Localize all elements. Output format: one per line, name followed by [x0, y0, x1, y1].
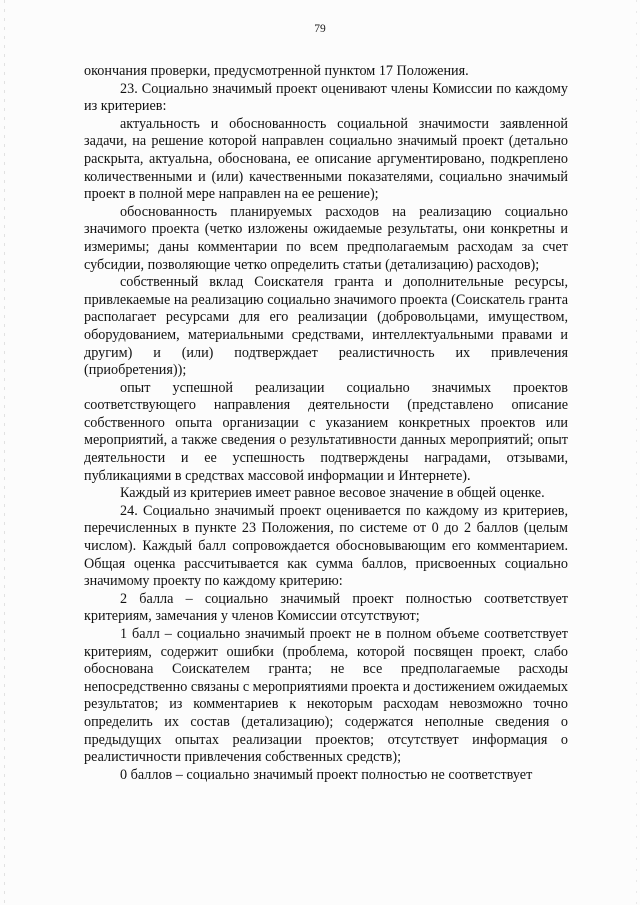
paragraph-criterion-own-contribution: собственный вклад Соискателя гранта и дополнительные ресурсы, привлекаемые на реализацию социально значимого проекта (Соискатель гранта располагает ресурсами для его реализации (добровольцами, имуществом, оборудованием, материальными средствами, интеллектуальными правами и другим) и (или) подтверждает реалистичность их привлечения (приобретения)); [84, 274, 568, 379]
paragraph-clause-24: 24. Социально значимый проект оценивается по каждому из критериев, перечисленных в пункте 23 Положения, по системе от 0 до 2 баллов (целым числом). Каждый балл сопровождается обосновывающим его комментарием. Общая оценка рассчитывается как сумма баллов, присвоенных социально значимому проекту по каждому критерию: [84, 502, 568, 590]
paragraph-criterion-relevance: актуальность и обоснованность социальной значимости заявленной задачи, на решение которой направлен социально значимый проект (детально раскрыта, актуальна, обоснована, ее описание аргументировано, подкреплено количественными и (или) качественными показателями, социально значимый проект в полной мере направлен на ее решение); [84, 115, 568, 203]
paragraph-clause-23: 23. Социально значимый проект оценивают члены Комиссии по каждому из критериев: [84, 80, 568, 115]
page-number: 79 [314, 23, 326, 35]
body-text [84, 63, 568, 784]
paragraph-criterion-expenses: обоснованность планируемых расходов на реализацию социально значимого проекта (четко изложены ожидаемые результаты, они конкретны и измеримы; даны комментарии по всем предполагаемым расходам за счет субсидии, позволяющие четко определить статьи (детализацию) расходов); [84, 203, 568, 273]
paragraph-score-1: 1 балл – социально значимый проект не в полном объеме соответствует критериям, содержит ошибки (проблема, которой посвящен проект, слабо обоснована Соискателем гранта; не все предполагаемые расходы непосредственно связаны с мероприятиями проекта и достижением ожидаемых результатов; из комментариев к некоторым расходам невозможно точно определить их состав (детализацию); содержатся неполные сведения о предыдущих опытах реализации проектов; отсутствует информация о реалистичности привлечения собственных средств); [84, 626, 568, 766]
paragraph-equal-weight: Каждый из критериев имеет равное весовое значение в общей оценке. [120, 485, 545, 502]
scan-edge-right [636, 0, 637, 905]
paragraph-continuation: окончания проверки, предусмотренной пунктом 17 Положения. [84, 63, 469, 79]
paragraph-score-2: 2 балла – социально значимый проект полностью соответствует критериям, замечания у членов Комиссии отсутствуют; [84, 590, 568, 625]
scan-edge-left [4, 0, 5, 905]
paragraph-score-0: 0 баллов – социально значимый проект полностью не соответствует [120, 766, 533, 783]
paragraph-criterion-experience: опыт успешной реализации социально значимых проектов соответствующего направления деятельности (представлено описание собственного опыта организации с указанием конкретных проектов или мероприятий, а также сведения о результативности данных мероприятий; опыт деятельности и ее успешность подтверждены наградами, отзывами, публикациями в средствах массовой информации и Интернете). [84, 379, 568, 484]
